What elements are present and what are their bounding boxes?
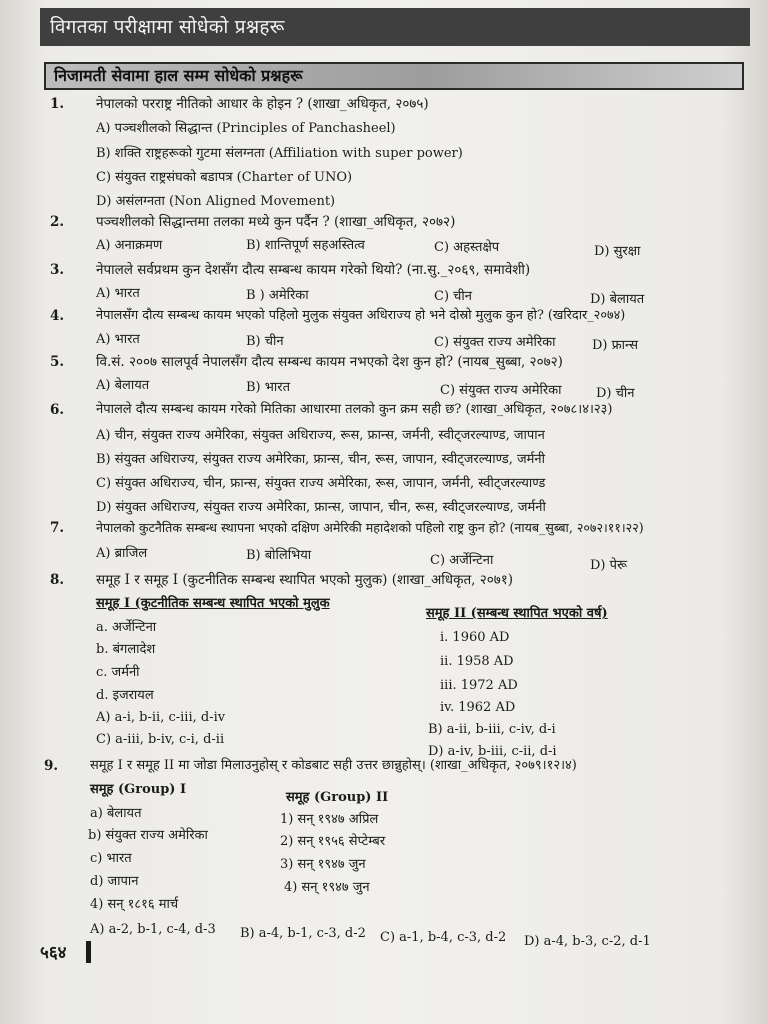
option: C) a-1, b-4, c-3, d-2 bbox=[380, 930, 507, 945]
group2-item: iv. 1962 AD bbox=[440, 700, 516, 715]
option: D) फ्रान्स bbox=[592, 338, 638, 353]
group1-item: c) भारत bbox=[90, 851, 132, 866]
group2-item: ii. 1958 AD bbox=[440, 654, 514, 669]
option: B) बोलिभिया bbox=[246, 548, 312, 563]
option: B ) अमेरिका bbox=[246, 288, 309, 303]
question-text: नेपालसँग दौत्य सम्बन्ध कायम भएको पहिलो मुलुक संयुक्त अधिराज्य हो भने दोस्रो मुलुक कुन हो? (खरिदार_२०७४) bbox=[96, 308, 626, 323]
question-number: 1. bbox=[50, 96, 65, 112]
page-header-title: विगतका परीक्षामा सोधेको प्रश्नहरू bbox=[40, 8, 750, 46]
option: D) a-4, b-3, c-2, d-1 bbox=[524, 934, 651, 949]
option: A) भारत bbox=[96, 332, 140, 347]
page-number: ५६४ bbox=[40, 943, 67, 963]
option: D) चीन bbox=[596, 386, 635, 401]
group1-heading: समूह (Group) I bbox=[90, 782, 187, 797]
group1-item: d. इजरायल bbox=[96, 688, 154, 703]
question-number: 5. bbox=[50, 354, 65, 370]
group1-item: a) बेलायत bbox=[90, 806, 142, 821]
group1-item: b) संयुक्त राज्य अमेरिका bbox=[88, 828, 208, 843]
option: C) संयुक्त अधिराज्य, चीन, फ्रान्स, संयुक्त राज्य अमेरिका, रूस, जापान, जर्मनी, स्वीट्जरल्याण्ड bbox=[96, 476, 546, 491]
question-text: समूह I र समूह II मा जोडा मिलाउनुहोस् र कोडबाट सही उत्तर छान्नुहोस्। (शाखा_अधिकृत, २०७९।१२।४) bbox=[90, 758, 577, 773]
question-number: 8. bbox=[50, 572, 65, 588]
section-heading: निजामती सेवामा हाल सम्म सोधेको प्रश्नहरू bbox=[44, 62, 744, 90]
question-text: नेपालको परराष्ट्र नीतिको आधार के होइन ? (शाखा_अधिकृत, २०७५) bbox=[96, 96, 429, 112]
option: C) अर्जेन्टिना bbox=[430, 553, 494, 568]
option: B) संयुक्त अधिराज्य, संयुक्त राज्य अमेरिका, फ्रान्स, चीन, रूस, जापान, स्वीट्जरल्याण्ड, जर्मनी bbox=[96, 452, 545, 467]
question-number: 2. bbox=[50, 214, 65, 230]
option: B) शक्ति राष्ट्रहरूको गुटमा संलग्नता (Affiliation with super power) bbox=[96, 146, 463, 161]
group1-item: d) जापान bbox=[90, 874, 139, 889]
group2-item: 4) सन् १९४७ जुन bbox=[284, 880, 370, 895]
question-text: समूह I र समूह I (कुटनीतिक सम्बन्ध स्थापित भएको मुलुक) (शाखा_अधिकृत, २०७१) bbox=[96, 572, 514, 588]
option: C) a-iii, b-iv, c-i, d-ii bbox=[96, 732, 225, 747]
group1-item: c. जर्मनी bbox=[96, 665, 140, 680]
question-number: 4. bbox=[50, 308, 65, 324]
question-number: 3. bbox=[50, 262, 65, 278]
option: C) संयुक्त राज्य अमेरिका bbox=[434, 335, 556, 350]
option: A) भारत bbox=[96, 286, 140, 301]
option: D) असंलग्नता (Non Aligned Movement) bbox=[96, 194, 336, 209]
group2-item: 2) सन् १९५६ सेप्टेम्बर bbox=[280, 834, 386, 849]
option: D) संयुक्त अधिराज्य, संयुक्त राज्य अमेरिका, फ्रान्स, जापान, चीन, रूस, स्वीट्जरल्याण्ड, जर्मनी bbox=[96, 500, 546, 515]
question-text: नेपालको कुटनैतिक सम्बन्ध स्थापना भएको दक्षिण अमेरिकी महादेशको पहिलो राष्ट्र कुन हो? (नायब_सुब्बा, २०७२।११।२२) bbox=[96, 520, 644, 535]
group1-heading: समूह I (कुटनीतिक सम्बन्ध स्थापित भएको मुलुक bbox=[96, 596, 330, 611]
option: A) ब्राजिल bbox=[96, 546, 148, 561]
option: C) अहस्तक्षेप bbox=[434, 240, 500, 255]
page-number-bar bbox=[86, 941, 91, 963]
option: A) चीन, संयुक्त राज्य अमेरिका, संयुक्त अधिराज्य, रूस, फ्रान्स, जर्मनी, स्वीट्जरल्याण्ड, जापान bbox=[96, 428, 545, 443]
group2-item: 3) सन् १९४७ जुन bbox=[280, 857, 366, 872]
option: D) बेलायत bbox=[590, 292, 645, 307]
option: A) a-2, b-1, c-4, d-3 bbox=[90, 922, 216, 937]
option: B) a-ii, b-iii, c-iv, d-i bbox=[428, 722, 556, 737]
group1-item: 4) सन् १८१६ मार्च bbox=[90, 897, 179, 912]
option: A) बेलायत bbox=[96, 378, 150, 393]
question-text: पञ्चशीलको सिद्धान्तमा तलका मध्ये कुन पर्दैन ? (शाखा_अधिकृत, २०७२) bbox=[96, 214, 456, 230]
option: C) संयुक्त राष्ट्रसंघको बडापत्र (Charter of UNO) bbox=[96, 170, 353, 185]
group2-heading: समूह (Group) II bbox=[286, 790, 389, 805]
option: B) शान्तिपूर्ण सहअस्तित्व bbox=[246, 238, 365, 253]
question-text: वि.सं. २००७ सालपूर्व नेपालसँग दौत्य सम्बन्ध कायम नभएको देश कुन हो? (नायब_सुब्बा, २०७२) bbox=[96, 354, 563, 370]
option: B) भारत bbox=[246, 380, 290, 395]
option: A) पञ्चशीलको सिद्धान्त (Principles of Panchasheel) bbox=[96, 121, 396, 136]
question-number: 9. bbox=[44, 758, 59, 774]
question-number: 6. bbox=[50, 402, 65, 418]
option: A) a-i, b-ii, c-iii, d-iv bbox=[96, 710, 226, 725]
option: C) संयुक्त राज्य अमेरिका bbox=[440, 383, 562, 398]
group1-item: b. बंगलादेश bbox=[96, 642, 156, 657]
option: B) a-4, b-1, c-3, d-2 bbox=[240, 926, 366, 941]
question-number: 7. bbox=[50, 520, 65, 536]
option: C) चीन bbox=[434, 289, 472, 304]
option: B) चीन bbox=[246, 334, 284, 349]
question-text: नेपालले सर्वप्रथम कुन देशसँग दौत्य सम्बन्ध कायम गरेको थियो? (ना.सु._२०६९, समावेशी) bbox=[96, 262, 531, 278]
question-text: नेपालले दौत्य सम्बन्ध कायम गरेको मितिका आधारमा तलको कुन क्रम सही छ? (शाखा_अधिकृत, २०७८।४।२३) bbox=[96, 402, 613, 417]
group1-item: a. अर्जेन्टिना bbox=[96, 620, 157, 635]
option: D) सुरक्षा bbox=[594, 244, 641, 259]
option: A) अनाक्रमण bbox=[96, 238, 163, 253]
group2-item: iii. 1972 AD bbox=[440, 678, 518, 693]
option: D) a-iv, b-iii, c-ii, d-i bbox=[428, 744, 557, 759]
group2-item: i. 1960 AD bbox=[440, 630, 510, 645]
group2-item: 1) सन् १९४७ अप्रिल bbox=[280, 812, 379, 827]
group2-heading: समूह II (सम्बन्ध स्थापित भएको वर्ष) bbox=[426, 606, 608, 621]
option: D) पेरू bbox=[590, 558, 628, 573]
